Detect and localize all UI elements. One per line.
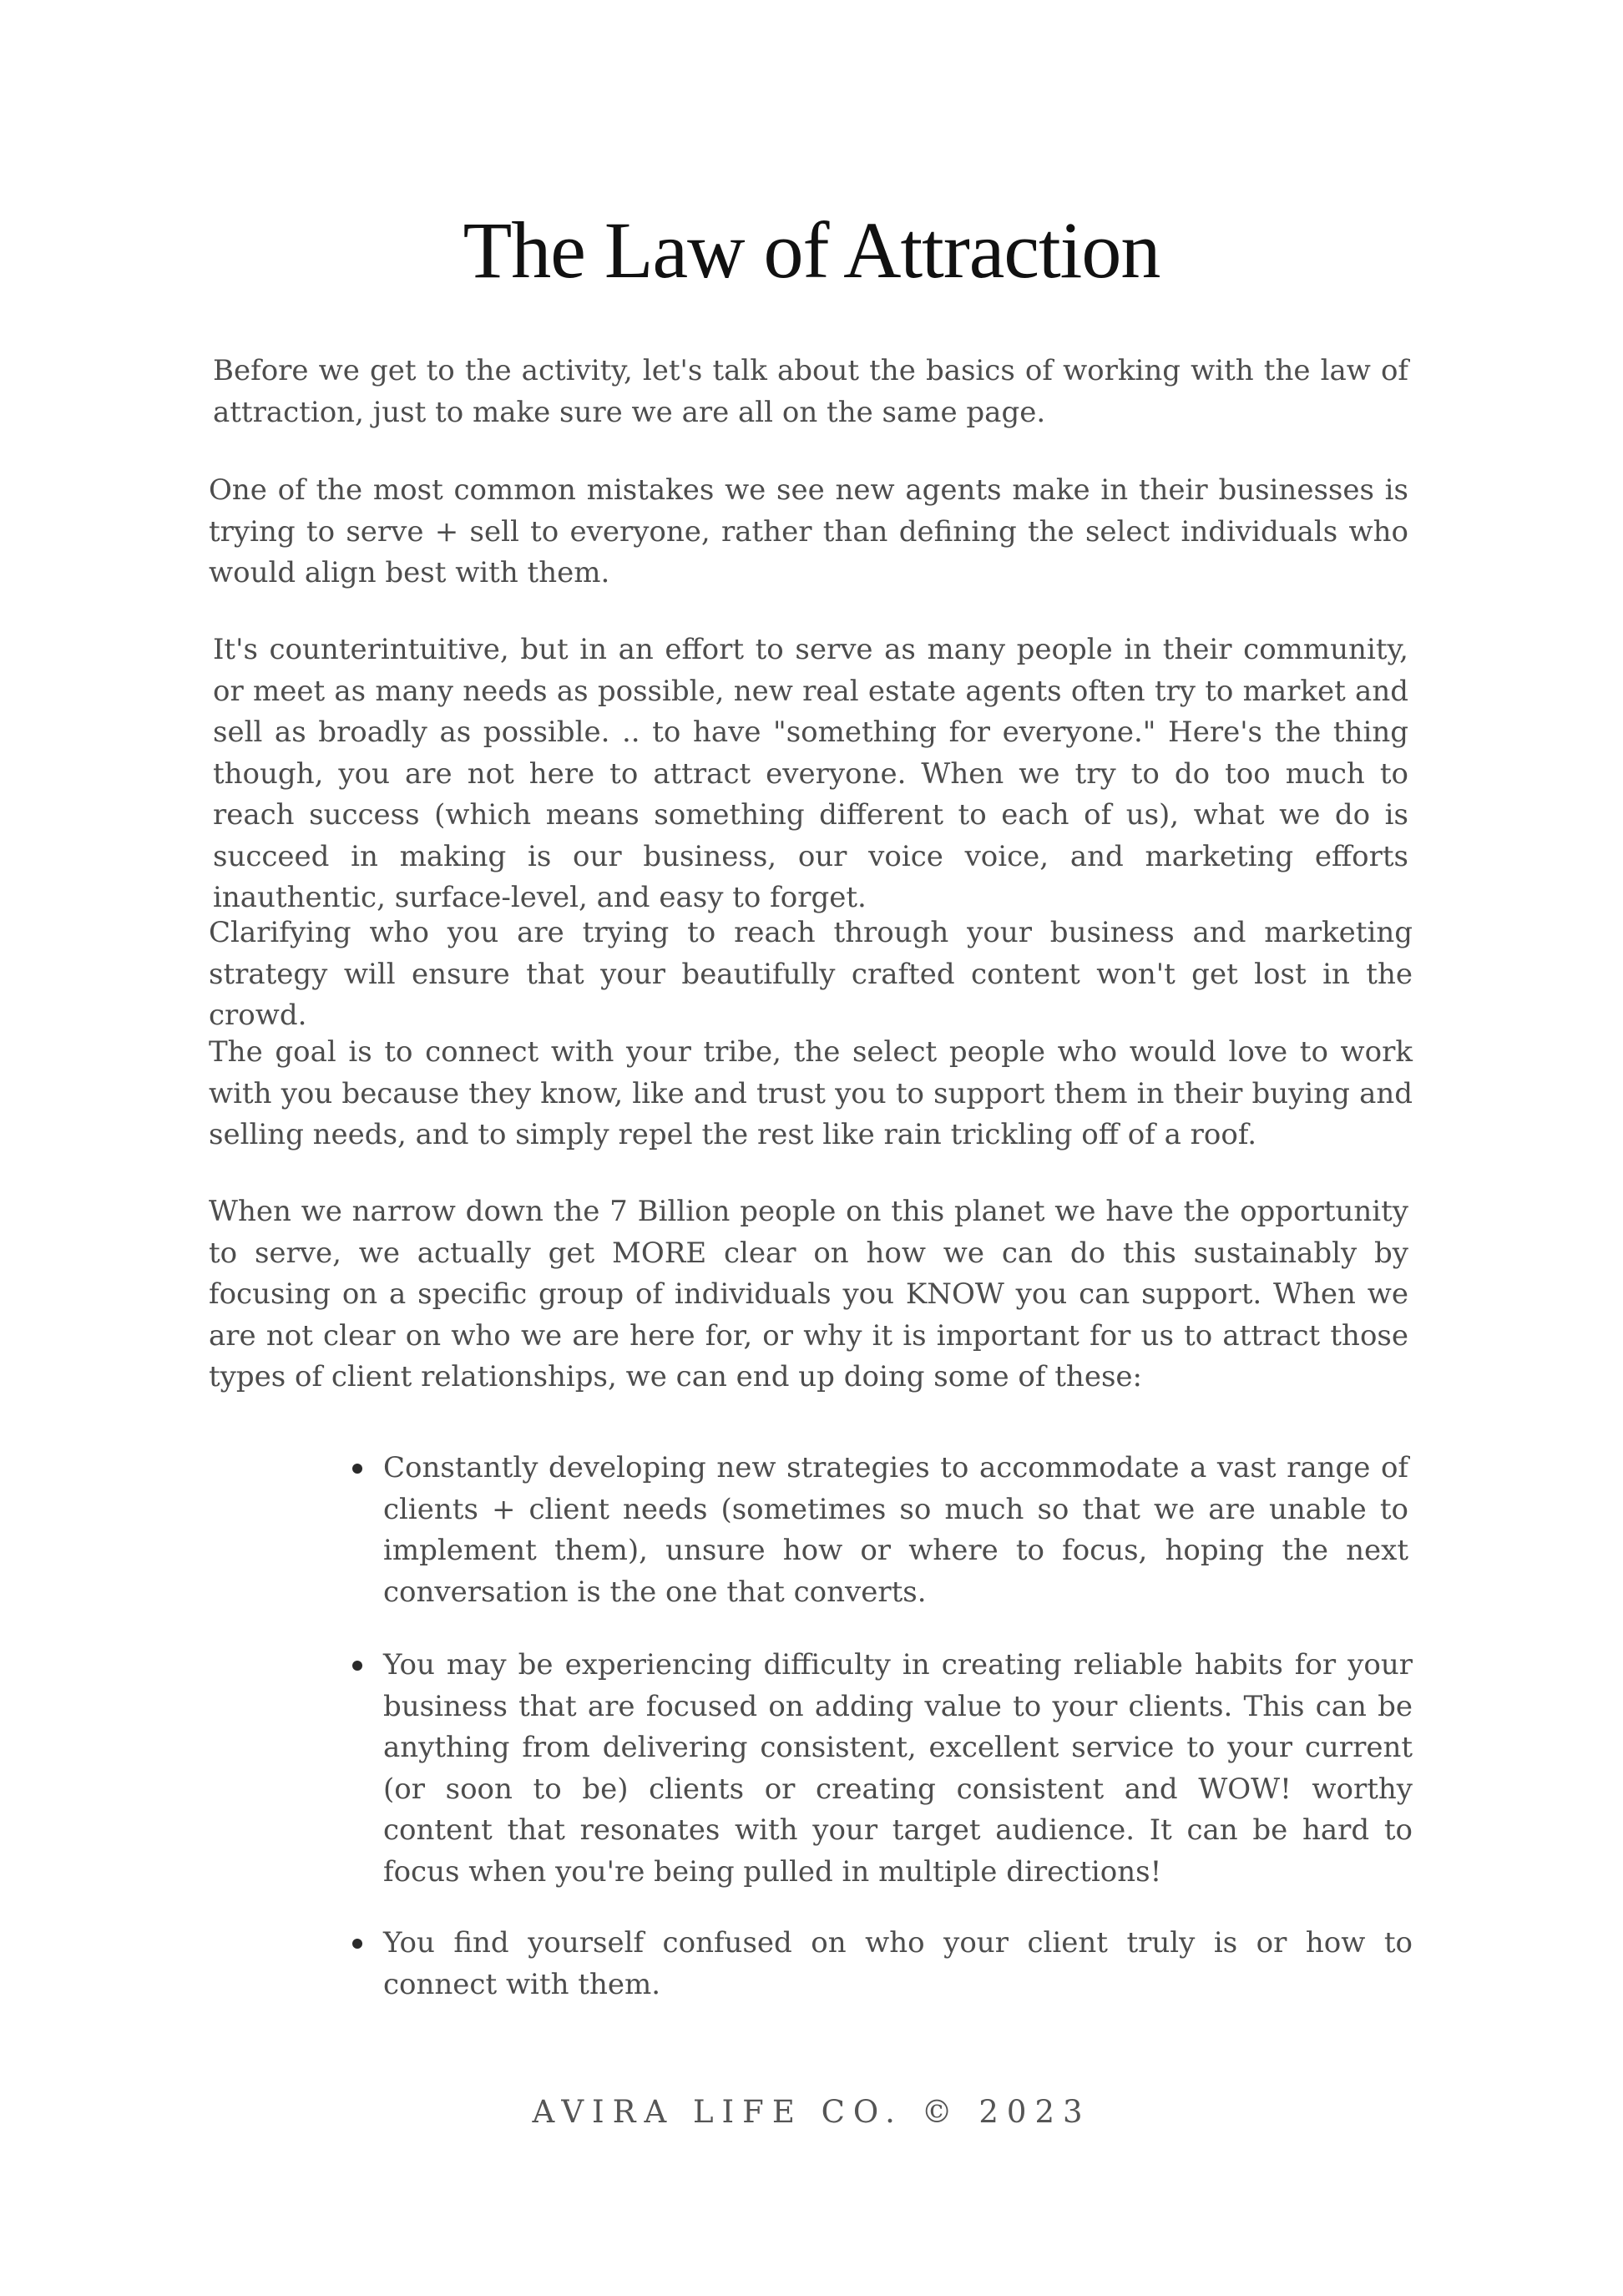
page-title: The Law of Attraction <box>463 205 1160 295</box>
list-item <box>383 1645 1413 1893</box>
paragraph-intro: Before we get to the activity, let's talk about the basics of working with the law of attraction, just to make sure we are all on the same page. <box>213 354 1408 429</box>
paragraph-clarifying: Clarifying who you are trying to reach through your business and marketing strategy will ensure that your beautifully crafted content won't get lost in the crowd. <box>209 916 1413 1032</box>
bullet-dot-icon <box>352 1939 362 1949</box>
bullet-dot-icon <box>352 1661 362 1671</box>
list-item-text: You find yourself confused on who your client truly is or how to connect with them. <box>383 1926 1413 2001</box>
list-item <box>383 1448 1408 1613</box>
footer-copyright: AVIRA LIFE CO. © 2023 <box>532 2094 1091 2130</box>
paragraph-narrow-down: When we narrow down the 7 Billion people on this planet we have the opportunity to serve, we actually get MORE clear on how we can do this sustainably by focusing on a specific group of individuals you KNOW you can support. When we are not clear on who we are here for, or why it is important for us to attract those types of client relationships, we can end up doing some of these: <box>209 1195 1408 1393</box>
list-item <box>383 1923 1413 2005</box>
list-item-text: You may be experiencing difficulty in creating reliable habits for your business that are focused on adding value to your clients. This can be anything from delivering consistent, excellent service to your current (or soon to be) clients or creating consistent and WOW! worthy content that resonates with your target audience. It can be hard to focus when you're being pulled in multiple directions! <box>383 1648 1413 1889</box>
list-item-text: Constantly developing new strategies to accommodate a vast range of clients + client needs (sometimes so much so that we are unable to implement them), unsure how or where to focus, hoping the next conversation is the one that converts. <box>383 1451 1408 1609</box>
paragraph-common-mistakes: One of the most common mistakes we see new agents make in their businesses is trying to serve + sell to everyone, rather than defining the select individuals who would align best with them. <box>209 473 1408 589</box>
paragraph-counterintuitive: It's counterintuitive, but in an effort to serve as many people in their community, or meet as many needs as possible, new real estate agents often try to market and sell as broadly as possible. .. to have "something for everyone." Here's the thing though, you are not here to attract everyone. When we try to do too much to reach success (which means something different to each of us), what we do is succeed in making is our business, our voice voice, and marketing efforts inauthentic, surface-level, and easy to forget. <box>213 633 1408 914</box>
bullet-dot-icon <box>352 1464 362 1474</box>
paragraph-goal: The goal is to connect with your tribe, the select people who would love to work with you because they know, like and trust you to support them in their buying and selling needs, and to simply repel the rest like rain trickling off of a roof. <box>209 1035 1413 1151</box>
